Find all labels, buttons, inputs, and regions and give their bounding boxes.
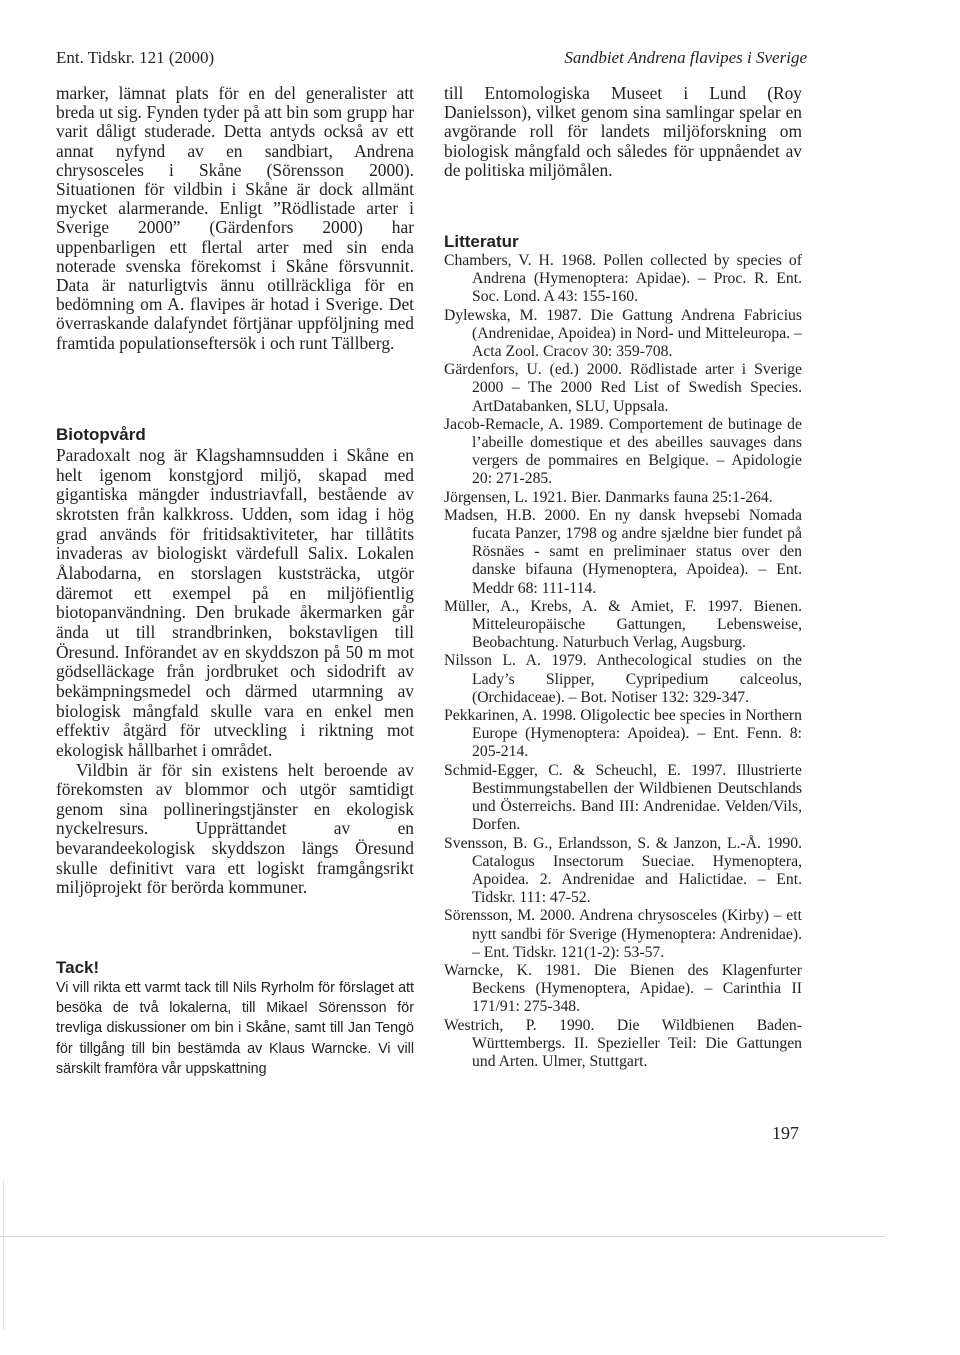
reference-item: Svensson, B. G., Erlandsson, S. & Janzon, L.-Å. 1990. Catalogus Insectorum Sueciae. Hymenoptera, Apoidea. 2. Andrenidae and Halictidae. – Ent. Tidskr. 111: 47-52. [444,834,802,907]
biotopvard-paragraph-2: Vildbin är för sin existens helt beroende av förekomsten av blommor och utgör samtidigt genom sina pollineringstjänster en ekologisk nyckelresurs. Upprättandet av en bevarandeekologisk skyddszon längs Öresund skulle definitivt vara ett logiskt framgångsrikt miljöprojekt för berörda kommuner. [56,759,414,898]
right-column-intro [444,84,802,180]
reference-item: Sörensson, M. 2000. Andrena chrysosceles (Kirby) – ett nytt sandbi för Sverige (Hymenoptera: Andrenidae). – Ent. Tidskr. 121(1-2): 53-57. [444,907,802,961]
intro-paragraph: marker, lämnat plats för en del generalister att breda ut sig. Fynden tyder på att bin som grupp har varit dåligt studerade. Detta antyds också av ett annat nyfynd av en sandbiart, Andrena chrysosceles i Skåne (Sörensson 2000). Situationen för vildbin i Skåne är dock allmänt mycket alarmerande. Enligt ”Rödlistade arter i Sverige 2000” (Gärdenfors 2000) har uppenbarligen ett flertal arter med sin enda noterade svenska förekomst i Skåne försvunnit. Data är naturligtvis ännu otillräckliga för en bedömning om A. flavipes är hotad i Sverige. Det överraskande dalafyndet förtjänar uppföljning med framtida populationseftersök i och runt Tällberg. [56,83,414,353]
reference-item: Warncke, K. 1981. Die Bienen des Klagenfurter Beckens (Hymenoptera, Apidae). – Carinthia II 171/91: 275-348. [444,961,802,1016]
section-heading-biotopvard: Biotopvård [56,425,146,444]
scan-edge-line [0,1236,885,1237]
page-number: 197 [772,1123,799,1143]
reference-item: Chambers, V. H. 1968. Pollen collected by species of Andrena (Hymenoptera: Apidae). – Proc. R. Ent. Soc. Lond. A 43: 155-160. [444,252,802,306]
biotopvard-section [56,446,414,898]
section-heading-tack: Tack! [56,958,100,977]
reference-item: Pekkarinen, A. 1998. Oligolectic bee species in Northern Europe (Hymenoptera: Apoidea). – Ent. Fenn. 8: 205-214. [444,707,802,761]
intro-continuation: till Entomologiska Museet i Lund (Roy Danielsson), vilket genom sina samlingar spelar en avgörande roll för landets miljöforskning om biologisk mångfald och således för uppnåendet av de politiska miljömålen. [444,83,802,180]
reference-item: Jörgensen, L. 1921. Bier. Danmarks fauna 25:1-264. [444,488,773,506]
reference-item: Madsen, H.B. 2000. En ny dansk hvepsebi Nomada fucata Panzer, 1798 og andre sjældne bier fundet på Rösnäes - samt en preliminaer status over den danske bifauna (Hymenoptera, Apoidea). – Ent. Meddr 68: 111-114. [444,506,802,597]
reference-item: Gärdenfors, U. (ed.) 2000. Rödlistade arter i Sverige 2000 – The 2000 Red List of Swedish Species. ArtDatabanken, SLU, Uppsala. [444,361,802,415]
reference-item: Dylewska, M. 1987. Die Gattung Andrena Fabricius (Andrenidae, Apoidea) in Nord- und Mitteleuropa. – Acta Zool. Cracov 30: 359-708. [444,306,802,361]
scan-margin-line [3,1180,4,1330]
acknowledgements-text: Vi vill rikta ett varmt tack till Nils Ryrholm för förslaget att besöka de två lokalerna, till Mikael Sörensson för trevliga diskussioner om bin i Skåne, samt till Jan Tengö för tillgång till bin bestämda av Klaus Warncke. Vi vill särskilt framföra vår uppskattning [56,980,414,1077]
reference-item: Westrich, P. 1990. Die Wildbienen Baden-Württembergs. II. Spezieller Teil: Die Gattungen und Arten. Ulmer, Stuttgart. [444,1016,802,1070]
reference-item: Müller, A., Krebs, A. & Amiet, F. 1997. Bienen. Mitteleuropäische Gattungen, Lebensweise, Beobachtung. Naturbuch Verlag, Augsburg. [444,597,802,652]
reference-item: Schmid-Egger, C. & Scheuchl, E. 1997. Illustrierte Bestimmungstabellen der Wildbienen Deutschlands und Österreichs. Band III: Andrenidae. Velden/Vils, Dorfen. [444,761,802,834]
reference-item: Nilsson L. A. 1979. Anthecological studies on the Lady’s Slipper, Cypripedium calceolus, (Orchidaceae). – Bot. Notiser 132: 329-347. [444,652,802,706]
left-column-intro [56,84,414,353]
biotopvard-paragraph-1: Paradoxalt nog är Klagshamnsudden i Skåne en helt igenom konstgjord miljö, skapad med gigantiska mängder industriavfall, bestående av skrotsten från kalkkross. Udden, som idag i hög grad används för fritidsaktiviteter, har tillåtits invaderas av biologiskt värdefull Salix. Lokalen Ålabodarna, en storslagen kuststräcka, utgör däremot ett exempel på en miljöfientlig biotopanvändning. Den brukade åkermarken går ända ut till strandbrinken, bokstavligen till Öresund. Införandet av en skyddszon på 50 m mot gödselläckage från jordbruket och sidodrift av bekämpningsmedel och därmed utarmning av biologisk mångfald skulle vara en enkel men effektiv åtgärd för utveckling i riktning mot ekologisk hållbarhet i området. [56,445,414,760]
reference-list [444,252,802,1071]
running-header-journal: Ent. Tidskr. 121 (2000) [56,48,215,67]
reference-item: Jacob-Remacle, A. 1989. Comportement de butinage de l’abeille domestique et des abeilles sauvages dans vergers de pommaires en Belgique. – Apidologie 20: 271-285. [444,415,802,488]
running-header-title: Sandbiet Andrena flavipes i Sverige [564,48,807,67]
section-heading-litteratur: Litteratur [444,232,519,251]
